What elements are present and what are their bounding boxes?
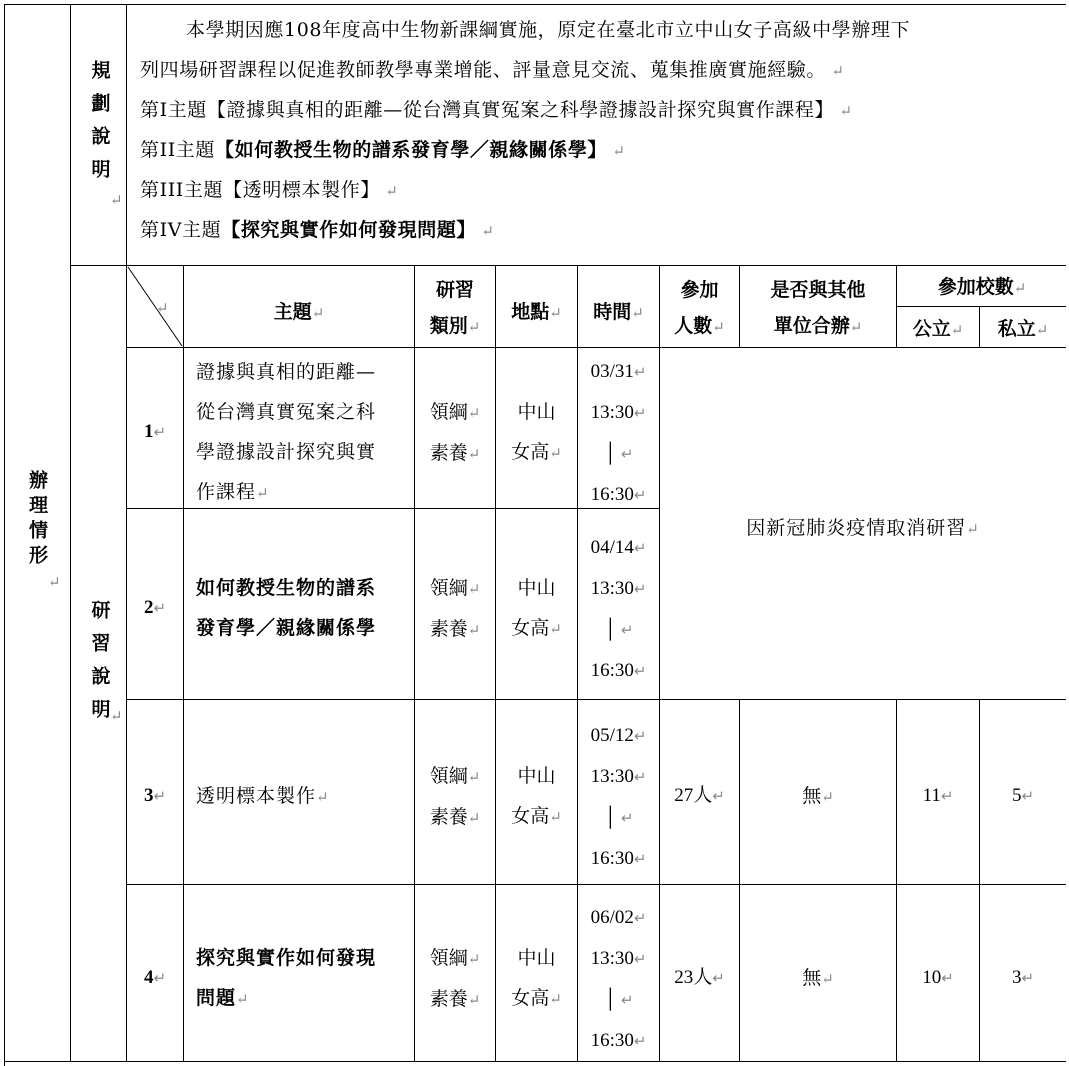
header-category: 研習 類別↵ [429,279,481,337]
planning-topic4: 第IV主題【探究與實作如何發現問題】 ↵ [140,219,495,241]
table-row-1-topic: 證據與真相的距離— 從台灣真實冤案之科 學證據設計探究與實 作課程↵ [196,361,377,503]
table-row-4-time: 06/02↵ 13:30↵ │ ↵ 16:30↵ [590,907,647,1051]
planning-topic1: 第I主題【證據與真相的距離—從台灣真實冤案之科學證據設計探究與實作課程】 ↵ [140,99,853,121]
return-mark: ↵ [48,573,61,591]
table-row-4-number: 4↵ [143,967,167,988]
table-row-2-number: 2↵ [143,597,167,618]
planning-topic3: 第III主題【透明標本製作】 ↵ [140,179,399,201]
table-row-4-co-host: 無↵ [802,967,834,989]
table-row-2-location: 中山 女高↵ [511,577,562,639]
table-row-3-category: 領綱↵ 素養↵ [429,765,481,828]
table-row-2-category: 領綱↵ 素養↵ [429,577,481,640]
return-mark: ↵ [156,299,169,317]
table-row-3-location: 中山 女高↵ [511,765,562,827]
table-row-4-location: 中山 女高↵ [511,947,562,1009]
table-row-3-topic: 透明標本製作↵ [196,785,330,807]
header-time: 時間↵ [593,301,644,323]
table-row-3-time: 05/12↵ 13:30↵ │ ↵ 16:30↵ [590,725,647,869]
header-co-host: 是否與其他 單位合辦↵ [770,279,866,337]
table-row-3-co-host: 無↵ [802,785,834,807]
header-public: 公立↵ [912,318,964,340]
table-row-1-number: 1↵ [143,421,167,442]
planning-intro-line1: 本學期因應108年度高中生物新課綱實施，原定在臺北市立中山女子高級中學辦理下 [186,19,911,41]
table-row-4-category: 領綱↵ 素養↵ [429,947,481,1010]
header-schools: 參加校數↵ [937,276,1027,298]
header-topic: 主題↵ [273,301,325,323]
table-row-4-public: 10↵ [922,967,954,988]
table-row-4-private: 3↵ [1011,967,1035,988]
table-row-4-topic: 探究與實作如何發現 問題↵ [196,947,377,1009]
table-row-1-time: 03/31↵ 13:30↵ │ ↵ 16:30↵ [590,361,647,505]
header-participants: 參加 人數↵ [674,279,725,337]
table-row-4-participants: 23人↵ [674,967,725,988]
table-row-3-participants: 27人↵ [674,785,725,806]
header-private: 私立↵ [997,318,1049,340]
section-label-planning: 規劃說明 [88,60,111,192]
table-row-3-private: 5↵ [1011,785,1035,806]
planning-topic2: 第II主題【如何教授生物的譜系發育學／親緣關係學】 ↵ [140,139,626,161]
return-mark: ↵ [110,191,123,209]
diagonal-header-cell [126,265,184,348]
table-row-2-topic: 如何教授生物的譜系 發育學／親緣關係學 [196,577,377,639]
table-row-3-public: 11↵ [922,785,954,806]
table-row-2-time: 04/14↵ 13:30↵ │ ↵ 16:30↵ [590,537,647,681]
header-location: 地點↵ [511,301,562,323]
cancel-note: 因新冠肺炎疫情取消研習↵ [746,517,980,539]
table-row-1-category: 領綱↵ 素養↵ [429,401,481,464]
section-label-execution: 辦理情形 [26,470,48,570]
section-label-study: 研習說明 [88,600,111,732]
table-row-3-number: 3↵ [143,785,167,806]
planning-intro-line2: 列四場研習課程以促進教師教學專業增能、評量意見交流、蒐集推廣實施經驗。 ↵ [140,59,845,81]
return-mark: ↵ [110,707,123,725]
table-row-1-location: 中山 女高↵ [511,401,562,463]
